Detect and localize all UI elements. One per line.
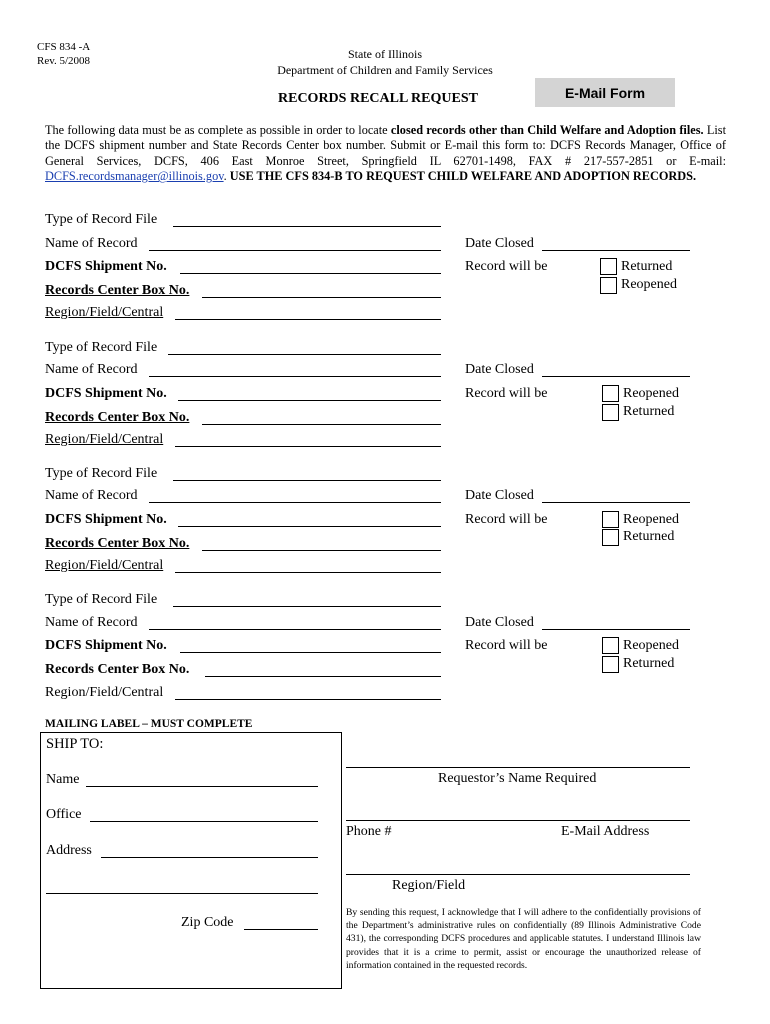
ship-zip-label: Zip Code [181,915,234,930]
type-of-record-label: Type of Record File [45,592,158,607]
ship-address-line-2-field[interactable] [46,893,318,894]
type-of-record-label: Type of Record File [45,340,158,355]
box-no-label: Records Center Box No. [45,410,190,425]
box-no-field[interactable] [205,676,441,677]
option-1-label: Reopened [623,512,679,527]
shipment-no-label: DCFS Shipment No. [45,259,167,274]
region-label: Region/Field/Central [45,432,164,447]
ship-name-field[interactable] [86,786,318,787]
ship-office-label: Office [46,807,82,822]
type-of-record-field[interactable] [173,606,441,607]
date-closed-field[interactable] [542,250,690,251]
date-closed-field[interactable] [542,376,690,377]
instructions-paragraph: The following data must be as complete as possible in order to locate closed records other than Child Welfare and Adoption files. List the DCFS shipment number and State Records Center box number. Submit or E-mail this form to: DCFS Records Manager, Office of General Services, DCFS, 406 East Monroe Street, Springfield IL 62701-1498, FAX # 217-557-2851 or E-mail: DCFS.recordsmanager@illinois.gov. USE THE CFS 834-B TO REQUEST CHILD WELFARE AND ADOPTION RECORDS. [45,123,726,184]
date-closed-label: Date Closed [465,488,534,503]
option-1-label: Reopened [623,386,679,401]
type-of-record-label: Type of Record File [45,212,158,227]
record-will-be-label: Record will be [465,259,548,274]
requestor-region-label: Region/Field [392,878,466,893]
records-manager-email-link[interactable]: DCFS.recordsmanager@illinois.gov [45,169,224,184]
date-closed-label: Date Closed [465,236,534,251]
option-1-label: Returned [621,259,673,274]
option-1-checkbox[interactable] [602,385,619,402]
type-of-record-field[interactable] [168,354,441,355]
option-1-label: Reopened [623,638,679,653]
requestor-name-label: Requestor’s Name Required [438,771,597,786]
option-2-label: Returned [623,404,675,419]
box-no-label: Records Center Box No. [45,662,190,677]
email-form-button[interactable]: E-Mail Form [535,78,675,107]
phone-email-field[interactable] [346,820,690,821]
name-of-record-label: Name of Record [45,236,138,251]
option-2-checkbox[interactable] [602,656,619,673]
box-no-label: Records Center Box No. [45,536,190,551]
region-label: Region/Field/Central [45,685,164,700]
department-name: Department of Children and Family Services [277,63,493,77]
name-of-record-label: Name of Record [45,362,138,377]
phone-label: Phone # [346,824,392,839]
name-of-record-field[interactable] [149,629,441,630]
date-closed-field[interactable] [542,629,690,630]
name-of-record-label: Name of Record [45,488,138,503]
box-no-field[interactable] [202,424,441,425]
record-will-be-label: Record will be [465,386,548,401]
type-of-record-label: Type of Record File [45,466,158,481]
use-834b-note: USE THE CFS 834-B TO REQUEST CHILD WELFARE AND ADOPTION RECORDS. [229,169,697,184]
shipment-no-label: DCFS Shipment No. [45,386,167,401]
ship-to-box [40,732,342,989]
shipment-no-field[interactable] [180,652,441,653]
record-will-be-label: Record will be [465,512,548,527]
shipment-no-field[interactable] [178,526,441,527]
region-field[interactable] [175,699,441,700]
option-2-label: Reopened [621,277,677,292]
ship-zip-field[interactable] [244,929,318,930]
region-label: Region/Field/Central [45,305,164,320]
ship-address-label: Address [46,843,92,858]
shipment-no-field[interactable] [178,400,441,401]
form-id: CFS 834 -A [37,41,91,53]
option-2-checkbox[interactable] [602,404,619,421]
option-2-label: Returned [623,656,675,671]
name-of-record-field[interactable] [149,250,441,251]
region-field[interactable] [175,446,441,447]
name-of-record-field[interactable] [149,376,441,377]
option-1-checkbox[interactable] [602,511,619,528]
ship-to-label: SHIP TO: [46,736,104,752]
name-of-record-label: Name of Record [45,615,138,630]
option-2-label: Returned [623,529,675,544]
email-address-label: E-Mail Address [561,824,650,839]
region-field-line[interactable] [346,874,690,875]
ship-name-label: Name [46,772,80,787]
region-field[interactable] [175,319,441,320]
form-revision: Rev. 5/2008 [37,55,91,67]
option-1-checkbox[interactable] [602,637,619,654]
shipment-no-field[interactable] [180,273,441,274]
box-no-field[interactable] [202,297,441,298]
type-of-record-field[interactable] [173,480,441,481]
ship-office-field[interactable] [90,821,318,822]
type-of-record-field[interactable] [173,226,441,227]
shipment-no-label: DCFS Shipment No. [45,512,167,527]
requestor-name-field[interactable] [346,767,690,768]
box-no-field[interactable] [202,550,441,551]
option-2-checkbox[interactable] [602,529,619,546]
mailing-label-heading: MAILING LABEL – MUST COMPLETE [45,718,253,730]
date-closed-field[interactable] [542,502,690,503]
form-title: RECORDS RECALL REQUEST [278,91,478,106]
option-2-checkbox[interactable] [600,277,617,294]
ship-address-field[interactable] [101,857,318,858]
date-closed-label: Date Closed [465,615,534,630]
record-will-be-label: Record will be [465,638,548,653]
box-no-label: Records Center Box No. [45,283,190,298]
region-label: Region/Field/Central [45,558,164,573]
closed-records-note: closed records other than Child Welfare and Adoption files. [390,123,704,137]
shipment-no-label: DCFS Shipment No. [45,638,167,653]
region-field[interactable] [175,572,441,573]
name-of-record-field[interactable] [149,502,441,503]
acknowledgement-text: By sending this request, I acknowledge that I will adhere to the confidentially provisions of the Department’s administrative rules on confidentially (89 Illinois Administrative Code 431), the corresponding DCFS procedures and applicable statutes. I understand Illinois law provides that it is a crime to permit, assist or encourage the unauthorized release of information contained in the requested records. [346,907,701,971]
state-name: State of Illinois [348,47,422,61]
option-1-checkbox[interactable] [600,258,617,275]
date-closed-label: Date Closed [465,362,534,377]
